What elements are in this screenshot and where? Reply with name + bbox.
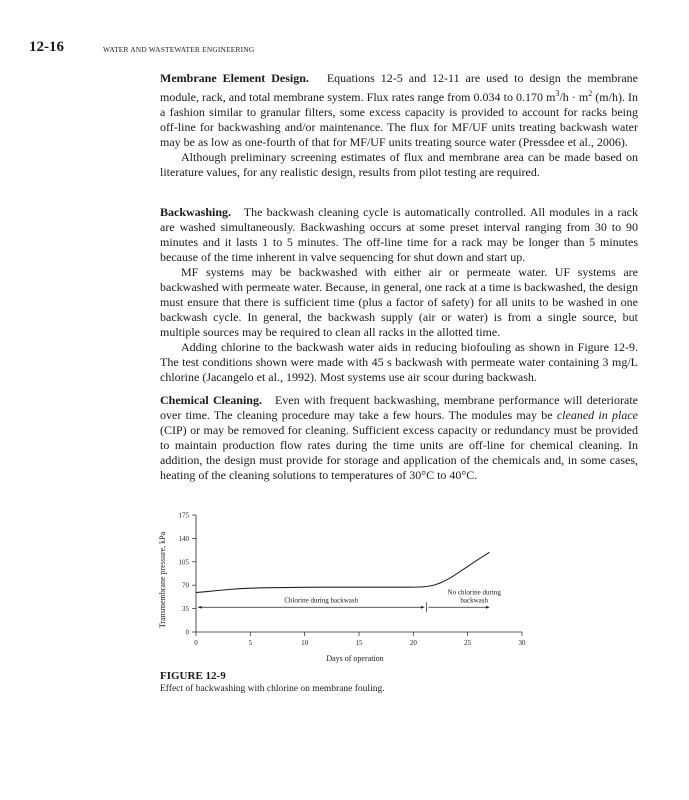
- y-tick-label: 70: [182, 581, 189, 590]
- backwash-paragraph-2: MF systems may be backwashed with either air or permeate water. UF systems are backwashed with permeate water. Because, in general, one rack at a time is backwashed, the design must ensure that there is sufficient time (plus a factor of safety) for all units to be washed in one backwash cycle. In general, the backwash supply (air or water) is from a single source, but multiple sources may be required to clean all racks in the allotted time.: [160, 265, 638, 339]
- backwash-paragraph-1: [160, 205, 638, 265]
- x-tick-label: 25: [464, 639, 472, 647]
- no-chlorine-annotation-line1: No chlorine during: [447, 588, 501, 597]
- y-axis-label: Transmembrane pressure, kPa: [158, 531, 167, 629]
- membrane-paragraph-1: [160, 71, 638, 150]
- membrane-paragraph-2: Although preliminary screening estimates of flux and membrane area can be made based on literature values, for any realistic design, results from pilot testing are required.: [160, 150, 638, 179]
- y-tick-label: 105: [178, 558, 189, 567]
- figure-12-9-chart: [152, 504, 542, 671]
- backwash-heading: Backwashing.: [160, 205, 232, 219]
- x-tick-label: 15: [355, 639, 363, 647]
- membrane-sup-2: 2: [588, 89, 593, 98]
- y-tick-label: 140: [178, 534, 189, 543]
- x-tick-label: 10: [301, 639, 309, 647]
- chart-svg: [152, 504, 542, 666]
- backwash-p1-text: The backwash cleaning cycle is automatically controlled. All modules in a rack are washed simultaneously. Backwashing occurs at some preset interval ranging from 30 to 90 minutes and it lasts 1 to 5 minutes. The off-line time for a rack may be longer than 5 minutes because of the time inherent in valve sequencing for shut down and start up.: [160, 205, 638, 264]
- chemical-paragraph-1: [160, 393, 638, 483]
- x-tick-label: 20: [409, 639, 417, 647]
- chlorine-annotation: Chlorine during backwash: [284, 596, 359, 605]
- membrane-p1-b: /h · m: [559, 90, 589, 104]
- membrane-sup-3: 3: [555, 89, 560, 98]
- section-chemical-cleaning: [160, 393, 638, 483]
- data-series-line: [196, 552, 489, 592]
- y-tick-label: 175: [178, 511, 189, 520]
- chemical-p1-a: Even with frequent backwashing, membrane performance will deteriorate over time. The cleaning procedure may take a few hours. The modules may be: [160, 393, 638, 422]
- membrane-p1-a: Equations 12-5 and 12-11 are used to design the membrane module, rack, and total membrane system. Flux rates range from 0.034 to 0.170 m: [160, 71, 639, 104]
- chemical-p1-emphasis: cleaned in place: [556, 408, 638, 422]
- page-number: 12-16: [29, 39, 64, 55]
- backwash-paragraph-3: Adding chlorine to the backwash water aids in reducing biofouling as shown in Figure 12-9. The test conditions shown were made with 45 s backwash with permeate water containing 3 mg/L chlorine (Jacangelo et al., 1992). Most systems use air scour during backwash.: [160, 340, 638, 384]
- section-membrane-element-design: [160, 71, 638, 180]
- membrane-heading: Membrane Element Design.: [160, 71, 309, 85]
- x-axis-label: Days of operation: [326, 654, 384, 663]
- y-tick-label: 0: [185, 628, 189, 637]
- membrane-p1-c: (m/h). In a fashion similar to granular filters, some excess capacity is provided to account for racks being off-line for backwashing and/or maintenance. The flux for MF/UF units treating backwash water may be as low as one-fourth of that for MF/UF units treating source water (Pressdee et al., 2006).: [160, 90, 639, 149]
- chemical-p1-b: (CIP) or may be removed for cleaning. Sufficient excess capacity or redundancy must be provided to maintain production flow rates during the time units are off-line for chemical cleaning. In addition, the design must provide for storage and application of the chemicals and, in some cases, heating of the cleaning solutions to temperatures of 30°C to 40°C.: [160, 423, 638, 482]
- no-chlorine-annotation-line2: backwash: [460, 596, 488, 605]
- figure-label: FIGURE 12-9: [160, 670, 226, 682]
- figure-caption: Effect of backwashing with chlorine on membrane fouling.: [160, 684, 385, 694]
- x-tick-label: 30: [518, 639, 526, 647]
- x-tick-label: 0: [194, 639, 198, 647]
- chemical-heading: Chemical Cleaning.: [160, 393, 262, 407]
- running-title: WATER AND WASTEWATER ENGINEERING: [103, 45, 255, 54]
- section-backwashing: [160, 205, 638, 385]
- x-tick-label: 5: [248, 639, 253, 647]
- y-tick-label: 35: [182, 605, 189, 614]
